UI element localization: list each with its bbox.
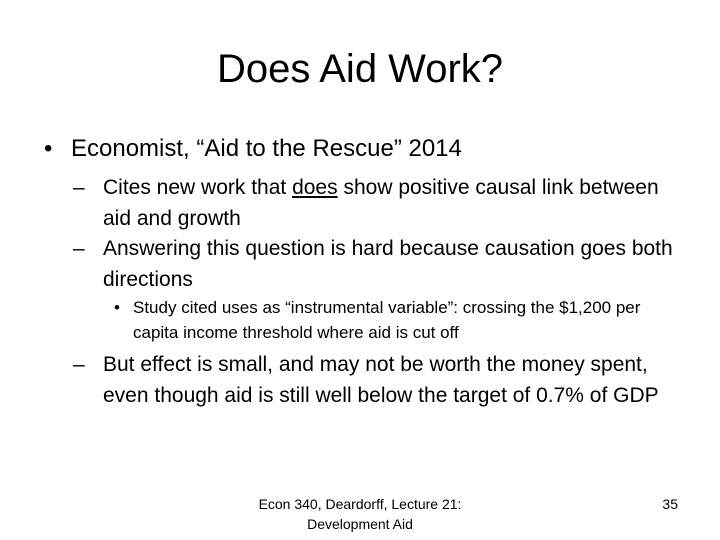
bullet-text-before: Cites new work that bbox=[103, 176, 293, 199]
underlined-word: does bbox=[292, 176, 338, 199]
bullet-marker: – bbox=[73, 176, 85, 199]
bullet-level2-causation bbox=[73, 233, 683, 295]
bullet-text: Study cited uses as “instrumental variable”: crossing the $1,200 per capita income threshold where aid is cut off bbox=[133, 298, 641, 342]
bullet-text bbox=[73, 172, 683, 234]
bullet-text: Economist, “Aid to the Rescue” 2014 bbox=[71, 135, 462, 162]
slide-title: Does Aid Work? bbox=[216, 47, 504, 91]
footer-line-1: Econ 340, Deardorff, Lecture 21: bbox=[258, 496, 462, 512]
bullet-level1-economist bbox=[44, 134, 684, 163]
bullet-level3-instrumental-variable bbox=[114, 295, 674, 345]
bullet-text: Answering this question is hard because causation goes both directions bbox=[103, 237, 673, 291]
page-number: 35 bbox=[662, 496, 678, 512]
bullet-text-after: show positive causal link between aid and growth bbox=[103, 176, 659, 230]
bullet-marker: – bbox=[73, 237, 85, 260]
slide-footer bbox=[240, 494, 480, 534]
bullet-marker: – bbox=[73, 353, 85, 376]
bullet-marker: • bbox=[114, 298, 120, 317]
footer-line-2: Development Aid bbox=[307, 516, 413, 532]
bullet-marker: • bbox=[44, 135, 53, 162]
bullet-level2-effect-small bbox=[73, 349, 683, 411]
bullet-level2-cites-new-work bbox=[73, 172, 683, 234]
bullet-text: But effect is small, and may not be worth the money spent, even though aid is still well below the target of 0.7% of GDP bbox=[103, 353, 659, 407]
